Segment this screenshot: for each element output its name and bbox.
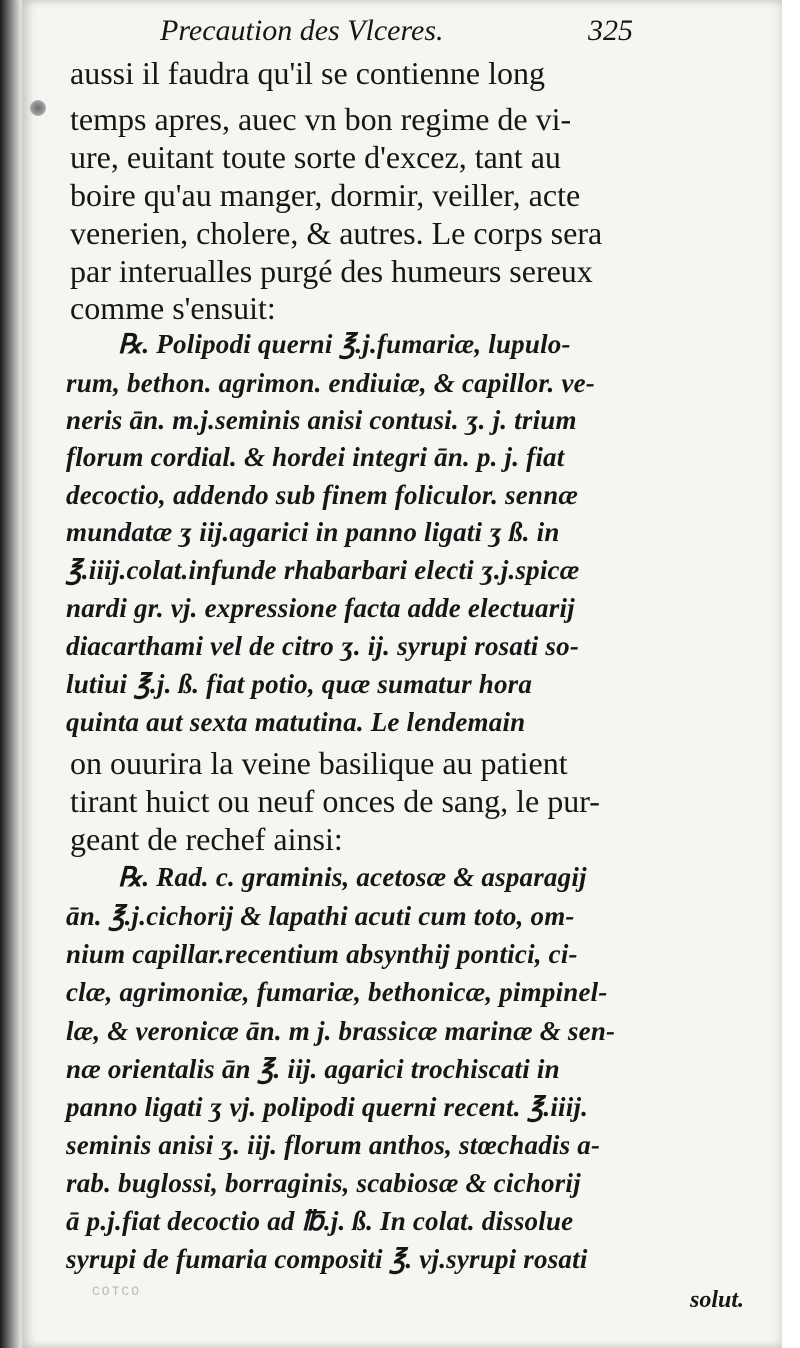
page-number: 325 — [588, 14, 633, 47]
text-line: comme s'ensuit: — [70, 290, 276, 326]
text-line: seminis anisi ʒ. iij. florum anthos, stœchadis a- — [66, 1130, 601, 1160]
text-line: ℞. Rad. c. graminis, acetosæ & asparagij — [118, 862, 587, 892]
text-line: nium capillar.recentium absynthij pontici, ci- — [66, 939, 578, 969]
text-line: clæ, agrimoniæ, fumariæ, bethonicæ, pimpinel- — [66, 977, 608, 1007]
text-line: nardi gr. vj. expressione facta adde electuarij — [66, 593, 575, 623]
text-line: næ orientalis ān ℥. iij. agarici trochiscati in — [66, 1054, 560, 1084]
text-line: diacarthami vel de citro ʒ. ij. syrupi rosati so- — [66, 631, 580, 661]
ink-spot — [30, 100, 46, 116]
text-line: on ouurira la veine basilique au patient — [70, 745, 568, 781]
text-line: neris ān. m.j.seminis anisi contusi. ʒ. j. trium — [66, 405, 577, 435]
running-head-title: Precaution des Vlceres. — [160, 14, 444, 47]
text-line: ℥.iiij.colat.infunde rhabarbari electi ʒ.j.spicæ — [66, 555, 580, 585]
text-line: tirant huict ou neuf onces de sang, le pur- — [70, 783, 600, 819]
signature-mark: COTCO — [92, 1284, 142, 1299]
catchword: solut. — [690, 1287, 745, 1313]
text-line: ure, euitant toute sorte d'excez, tant au — [70, 139, 561, 175]
text-line: aussi il faudra qu'il se contienne long — [70, 55, 545, 91]
text-line: læ, & veronicæ ān. m j. brassicæ marinæ & sen- — [66, 1016, 616, 1046]
text-line: syrupi de fumaria compositi ℥. vj.syrupi rosati — [66, 1244, 588, 1274]
text-line: boire qu'au manger, dormir, veiller, acte — [70, 177, 581, 213]
text-line: geant de rechef ainsi: — [70, 821, 343, 857]
text-line: quinta aut sexta matutina. Le lendemain — [66, 707, 526, 737]
text-line: florum cordial. & hordei integri ān. p. j. fiat — [66, 442, 565, 472]
text-line: ān. ℥.j.cichorij & lapathi acuti cum toto, om- — [66, 901, 575, 931]
text-line: decoctio, addendo sub finem foliculor. sennæ — [66, 480, 579, 510]
text-line: ā p.j.fiat decoctio ad ℔.j. ß. In colat. dissolue — [66, 1206, 574, 1236]
text-line: par interualles purgé des humeurs sereux — [70, 253, 593, 289]
text-line: ℞. Polipodi querni ℥.j.fumariæ, lupulo- — [118, 329, 571, 359]
text-line: rum, bethon. agrimon. endiuiæ, & capillor. ve- — [66, 368, 596, 398]
text-line: lutiui ℥.j. ß. fiat potio, quæ sumatur hora — [66, 669, 533, 699]
text-line: panno ligati ʒ vj. polipodi querni recent. ℥.iiij. — [66, 1092, 589, 1122]
text-line: rab. buglossi, borraginis, scabiosæ & cichorij — [66, 1168, 581, 1198]
text-line: venerien, cholere, & autres. Le corps sera — [70, 215, 603, 251]
text-line: temps apres, auec vn bon regime de vi- — [70, 101, 572, 137]
text-line: mundatæ ʒ iij.agarici in panno ligati ʒ ß. in — [66, 517, 560, 547]
